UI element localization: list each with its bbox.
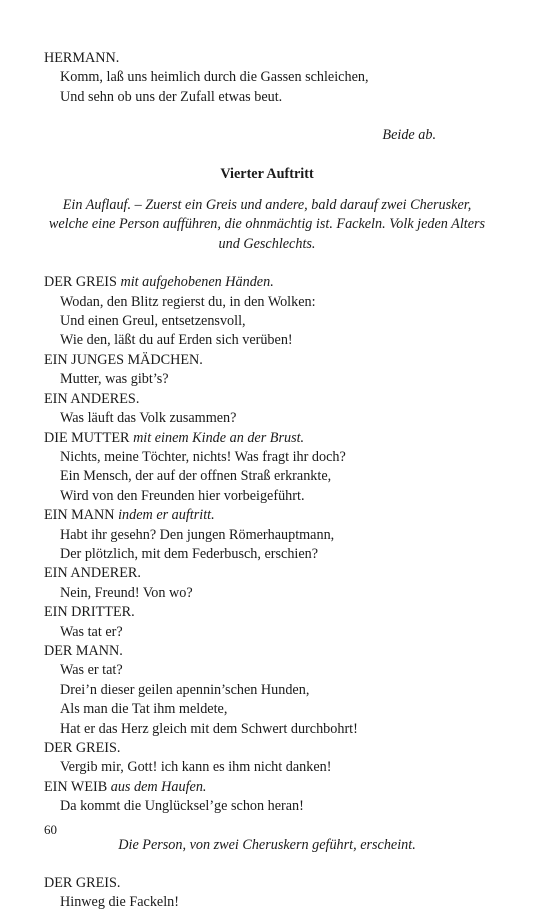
speaker-line bbox=[44, 429, 490, 448]
verse-line: Nein, Freund! Von wo? bbox=[60, 584, 193, 601]
verse-line: Hinweg die Fackeln! bbox=[60, 894, 179, 911]
verse-line: Mutter, was gibt’s? bbox=[60, 371, 169, 388]
speaker-name: DER GREIS. bbox=[44, 875, 121, 892]
spacer bbox=[44, 184, 490, 196]
speaker-name: EIN MANN bbox=[44, 507, 115, 524]
play-text bbox=[44, 49, 490, 913]
speaker-name: DER MANN. bbox=[44, 642, 123, 659]
speaker-line bbox=[44, 603, 490, 622]
speaker-direction: aus dem Haufen. bbox=[110, 778, 207, 795]
verse-line: Ein Mensch, der auf der offnen Straß erkrankte, bbox=[60, 468, 332, 485]
verse-line: Wird von den Freunden hier vorbeigeführt. bbox=[60, 487, 305, 504]
speaker-line bbox=[44, 778, 490, 797]
exit-direction: Beide ab. bbox=[382, 127, 436, 144]
speaker-line bbox=[44, 351, 490, 370]
speaker-name: EIN DRITTER. bbox=[44, 604, 135, 621]
speaker-direction: mit aufgehobenen Händen. bbox=[120, 274, 274, 291]
verse-line: Der plötzlich, mit dem Federbusch, erschien? bbox=[60, 545, 319, 562]
stage-direction: Ein Auflauf. – Zuerst ein Greis und andere, bald darauf zwei Cherusker, welche eine Person aufführen, die ohnmächtig ist. Fackeln. Volk jeden Alters und Geschlechts. bbox=[48, 197, 486, 252]
verse-line: Und einen Greul, entsetzensvoll, bbox=[60, 313, 246, 330]
speaker-name: EIN ANDERER. bbox=[44, 565, 141, 582]
verse-line: Wodan, den Blitz regierst du, in den Wolken: bbox=[60, 293, 316, 310]
speaker-line bbox=[44, 739, 490, 758]
speaker-name: EIN WEIB bbox=[44, 778, 108, 795]
spacer bbox=[44, 254, 490, 273]
spacer bbox=[44, 107, 490, 126]
spacer bbox=[44, 146, 490, 165]
page-number: 60 bbox=[44, 822, 57, 837]
verse-line: Wie den, läßt du auf Erden sich verüben! bbox=[60, 332, 293, 349]
verse-line: Was er tat? bbox=[60, 662, 123, 679]
spacer bbox=[44, 855, 490, 874]
speaker-line bbox=[44, 642, 490, 661]
verse-line: Da kommt die Unglücksel’ge schon heran! bbox=[60, 798, 304, 815]
speaker-line bbox=[44, 49, 490, 68]
verse-line: Nichts, meine Töchter, nichts! Was fragt ihr doch? bbox=[60, 448, 346, 465]
speaker-direction: indem er auftritt. bbox=[118, 507, 215, 524]
speaker-line bbox=[44, 273, 490, 292]
scene-heading: Vierter Auftritt bbox=[220, 165, 314, 182]
verse-line: Als man die Tat ihm meldete, bbox=[60, 701, 228, 718]
verse-line: Und sehn ob uns der Zufall etwas beut. bbox=[60, 88, 283, 105]
verse-line: Komm, laß uns heimlich durch die Gassen schleichen, bbox=[60, 69, 369, 86]
verse-line: Was tat er? bbox=[60, 623, 123, 640]
stage-direction: Die Person, von zwei Cheruskern geführt, erscheint. bbox=[118, 836, 416, 853]
speaker-line bbox=[44, 506, 490, 525]
speaker-name: EIN ANDERES. bbox=[44, 390, 140, 407]
speaker-name: HERMANN. bbox=[44, 50, 120, 66]
speaker-name: DIE MUTTER bbox=[44, 429, 130, 446]
speaker-direction: mit einem Kinde an der Brust. bbox=[133, 429, 305, 446]
verse-line: Drei’n dieser geilen apennin’schen Hunden, bbox=[60, 681, 310, 698]
spacer bbox=[44, 817, 490, 836]
speaker-line bbox=[44, 874, 490, 893]
verse-line: Vergib mir, Gott! ich kann es ihm nicht danken! bbox=[60, 759, 332, 776]
verse-line: Was läuft das Volk zusammen? bbox=[60, 410, 237, 427]
speaker-line bbox=[44, 564, 490, 583]
speaker-name: EIN JUNGES MÄDCHEN. bbox=[44, 351, 203, 368]
verse-line: Habt ihr gesehn? Den jungen Römerhauptmann, bbox=[60, 526, 335, 543]
speaker-name: DER GREIS. bbox=[44, 740, 121, 756]
speaker-line bbox=[44, 390, 490, 409]
speaker-name: DER GREIS bbox=[44, 274, 117, 291]
verse-line: Hat er das Herz gleich mit dem Schwert durchbohrt! bbox=[60, 720, 358, 737]
